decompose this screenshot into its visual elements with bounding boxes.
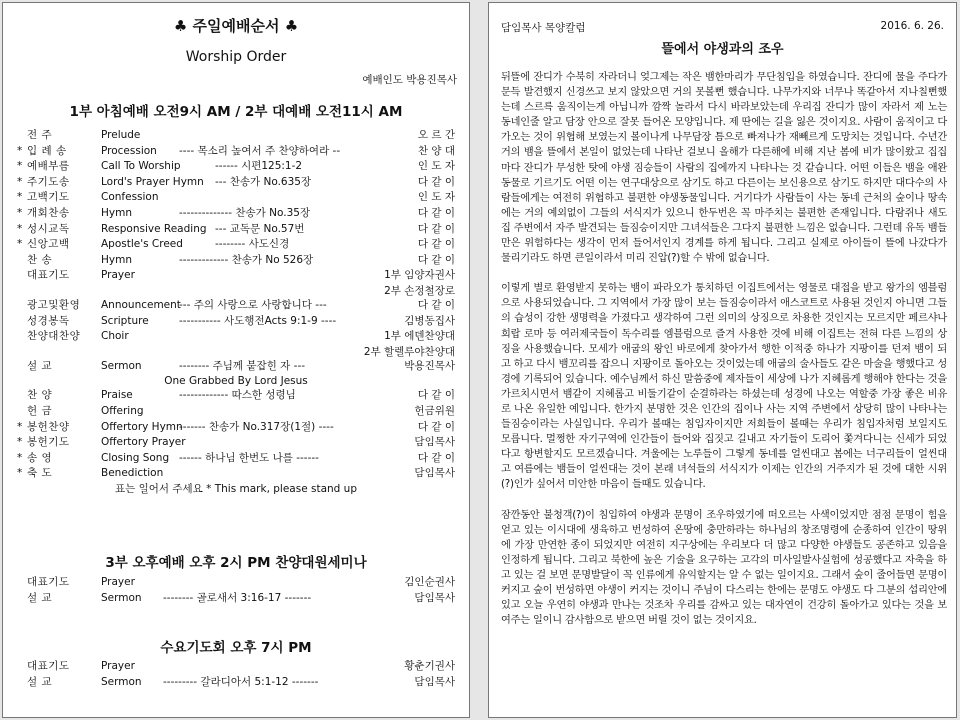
- order-item-korean: 고백기도: [27, 191, 70, 204]
- order-row-continuation: [3, 284, 469, 298]
- order-item-leader: 담임목사: [414, 436, 455, 449]
- stand-up-mark: *: [17, 160, 23, 173]
- order-item-leader: 다 같 이: [417, 253, 455, 266]
- order-item-leader: 다 같 이: [417, 206, 455, 219]
- order-item-leader: 2부 손정철장로: [384, 284, 455, 297]
- order-item-detail: -------- 주님께 붙잡힌 자 ---: [179, 359, 306, 372]
- order-item-korean: 개회찬송: [27, 206, 70, 219]
- order-row: [3, 575, 469, 591]
- order-item-korean: 찬 양: [27, 389, 53, 402]
- stand-up-mark: *: [17, 222, 23, 235]
- order-item-korean: 신앙고백: [27, 238, 70, 251]
- order-row: [3, 359, 469, 375]
- order-item-english: Prelude: [101, 129, 141, 141]
- order-item-korean: 찬 송: [27, 253, 53, 266]
- order-item-leader: 찬 양 대: [417, 144, 455, 157]
- order-item-korean: 헌 금: [27, 404, 53, 417]
- order-item-english: Sermon: [101, 591, 142, 604]
- order-row: [3, 237, 469, 253]
- order-item-korean: 축 도: [27, 467, 53, 480]
- afternoon-order-list: [3, 575, 469, 606]
- wednesday-order-list: [3, 659, 469, 690]
- order-item-english: Praise: [101, 389, 133, 402]
- order-item-korean: 대표기도: [27, 576, 70, 588]
- order-item-korean: 찬양대찬양: [27, 330, 81, 343]
- order-item-leader: 다 같 이: [417, 389, 455, 402]
- order-row: [3, 298, 469, 314]
- order-row: [3, 268, 469, 284]
- order-item-english: Procession: [101, 144, 157, 157]
- order-item-leader: 다 같 이: [417, 298, 455, 311]
- order-item-english: Sermon: [101, 359, 142, 372]
- order-item-detail: ------------- 따스한 성령님: [179, 389, 296, 402]
- order-row: [3, 466, 469, 482]
- order-item-english: Prayer: [101, 660, 135, 672]
- order-item-korean: 광고및환영: [27, 298, 81, 311]
- morning-order-list: [3, 128, 469, 482]
- column-paragraph: 잠깐동안 불청객(?)이 침입하여 야생과 문명이 조우하였기에 떠오르는 사색이었지만 점점 문명이 힘을 얻고 있는 이시대에 생육하고 번성하여 온땅에 충만하라는 하나님의 창조명령에 순종하여 인간이 땅위에 가장 만연한 종이 되었지만 여전히 지구상에는 우리보다 더 많고 다양한 야생들도 공존하고 있음을 인정하게 됩니다. 그리고 북한에 높은 기술을 요구하는 고각의 미사일발사실험에 성공했다고 자축을 하고 있는 걸 보면 문명발달이 꼭 인류에게 유익할지는 알 수 없는 일이지요. 그래서 숲이 줄어들면 문명이 커지고 숲이 번성하면 야생이 커지는 것이니 주님이 다스리는 한에는 문명도 야생도 다 그분의 섭리안에 있고 오늘 우연히 야생과 만나는 것조차 우리를 감싸고 있는 대자연이 건강히 돌아가고 있다는 것을 보여주는 일이니 감사함으로 받으면 버릴 것이 없는 것이지요.: [501, 509, 947, 627]
- order-row: [3, 175, 469, 191]
- order-item-english: Offering: [101, 404, 144, 417]
- worship-order-title: ♣ 주일예배순서 ♣: [173, 17, 299, 35]
- order-item-leader: 인 도 자: [417, 160, 455, 173]
- column-body: [501, 70, 947, 643]
- order-item-korean: 설 교: [27, 359, 53, 372]
- order-item-korean: 봉헌기도: [27, 436, 70, 449]
- order-row: [3, 253, 469, 269]
- column-name: 담임목사 목양칼럼: [501, 22, 586, 34]
- order-item-english: Lord's Prayer Hymn: [101, 175, 204, 188]
- order-item-english: Hymn: [101, 206, 132, 219]
- morning-service-header: 1부 아침예배 오전9시 AM / 2부 대예배 오전11시 AM: [69, 104, 403, 120]
- worship-order-page: [2, 2, 470, 718]
- afternoon-service-header: 3부 오후예배 오후 2시 PM 찬양대원세미나: [105, 555, 367, 571]
- column-date: 2016. 6. 26.: [880, 20, 944, 32]
- order-item-korean: 성시교독: [27, 222, 70, 235]
- order-item-leader: 인 도 자: [417, 191, 455, 204]
- wednesday-service-header: 수요기도회 오후 7시 PM: [160, 640, 312, 656]
- order-item-detail: --------- 갈라디아서 5:1-12 -------: [163, 675, 319, 688]
- order-item-leader: 2부 할렐루야찬양대: [363, 345, 455, 358]
- stand-up-mark: *: [17, 144, 23, 157]
- order-item-korean: 송 영: [27, 451, 53, 464]
- order-item-english: Hymn: [101, 253, 132, 266]
- stand-up-mark: *: [17, 420, 23, 433]
- order-item-detail: ------------- 찬송가 No 526장: [179, 253, 314, 266]
- order-item-english: Announcement: [101, 298, 181, 311]
- order-item-leader: 황춘기권사: [404, 660, 455, 672]
- order-item-english: Confession: [101, 191, 159, 204]
- order-item-english: Benediction: [101, 467, 164, 480]
- order-row: [3, 404, 469, 420]
- order-item-korean: 대표기도: [27, 660, 70, 672]
- order-item-leader: 다 같 이: [417, 420, 455, 433]
- stand-up-mark: *: [17, 175, 23, 188]
- stand-up-mark: *: [17, 436, 23, 449]
- order-row: [3, 388, 469, 404]
- order-row: [3, 128, 469, 144]
- pastor-column-page: [488, 2, 957, 718]
- order-item-detail: ------ 시편125:1-2: [215, 160, 303, 173]
- order-row: [3, 206, 469, 222]
- stand-up-mark: *: [17, 467, 23, 480]
- order-item-leader: 헌금위원: [414, 404, 455, 417]
- order-item-leader: 다 같 이: [417, 238, 455, 251]
- order-item-english: Offertory Prayer: [101, 436, 186, 449]
- stand-up-mark: *: [17, 238, 23, 251]
- order-item-detail: --- 교독문 No.57번: [215, 222, 305, 235]
- order-item-korean: 설 교: [27, 591, 53, 604]
- order-item-detail: -------------- 찬송가 No.35장: [179, 206, 311, 219]
- order-item-leader: 1부 에덴찬양대: [384, 330, 455, 343]
- column-title: 뜰에서 야생과의 조우: [661, 42, 784, 57]
- order-item-korean: 봉헌찬양: [27, 420, 70, 433]
- stand-up-mark: *: [17, 191, 23, 204]
- stand-up-mark: *: [17, 451, 23, 464]
- order-row-continuation: [3, 345, 469, 359]
- order-item-english: Apostle's Creed: [101, 238, 183, 251]
- order-item-korean: 설 교: [27, 675, 53, 688]
- order-item-english: Prayer: [101, 269, 135, 282]
- order-item-leader: 담임목사: [414, 675, 455, 688]
- order-row: [3, 675, 469, 691]
- order-item-detail: -------- 골로새서 3:16-17 -------: [163, 591, 312, 604]
- order-item-detail: --- 주의 사랑으로 사랑합니다 ---: [179, 298, 327, 311]
- order-row: [3, 190, 469, 206]
- order-item-english: Call To Worship: [101, 160, 181, 173]
- order-item-leader: 담임목사: [414, 591, 455, 604]
- order-row: [3, 451, 469, 467]
- order-row: [3, 329, 469, 345]
- column-paragraph: 이렇게 별로 환영받지 못하는 뱀이 파라오가 통치하던 이집트에서는 영물로 대접을 받고 왕가의 엠블럼으로 사용되었습니다. 그 지역에서 가장 많이 보는 들짐승이라서 애스코트로 사용된 것인지 아니면 그들의 습성이 강한 생명력을 가졌다고 생각하여 그런 의미의 상징으로 차용한 것인지는 모르지만 페르샤나 희랍 로마 등 여러제국들이 독수리를 엠블럼으로 즐겨 사용한 것에 비해 이집트는 전혀 다른 느낌의 상징을 사용했습니다. 모세가 애굽의 왕인 바로에게 찾아가서 행한 이적중 하나가 지팡이를 던져 뱀이 되고 하고 다시 뱀꼬리를 잡으니 지팡이로 돌아오는 것이었는데 애굽의 술사들도 같은 마술을 행했다고 성경에 기록되어 있습니다. 예수님께서 하신 말씀중에 제자들이 세상에 나가 지혜롭게 행해야 한다는 것을 가르치시면서 뱀같이 지혜롭고 비둘기같이 순결하라는 하셨는데 성경에 나오는 역할중 가장 좋은 비유로 나온 유일한 예입니다. 한가지 분명한 것은 인간의 집이나 사는 지역 주변에서 상당히 많이 나타나는 들짐승이라는 사실입니다. 우리가 볼때는 침입자이지만 저희들이 볼때는 우리가 침입자처럼 보일지도 모릅니다. 멀쩡한 자기구역에 인간들이 들어와 집짓고 길내고 자기들이 도리어 쫓겨다니는 신세가 되었다고 항변할지도 모르겠습니다. 겨울에는 노루들이 그렇게 동네를 얼씬대고 봄에는 너구리들이 얼씬대고 여름에는 뱀들이 얼씬대는 것이 본래 녀석들의 서식지가 이제는 인간의 거주지가 된 것에 대한 시위(?)인가 싶어서 미안한 마음이 들때도 있습니다.: [501, 283, 947, 491]
- order-item-leader: 김인순권사: [404, 576, 455, 588]
- order-row-continuation: [3, 374, 469, 388]
- order-item-korean: 성경봉독: [27, 314, 70, 327]
- order-item-leader: 담임목사: [414, 467, 455, 480]
- order-item-detail: ------- 찬송가 No.317장(1절) ----: [179, 420, 334, 433]
- order-item-leader: 오 르 간: [417, 129, 455, 141]
- order-row: [3, 420, 469, 436]
- order-item-leader: 다 같 이: [417, 222, 455, 235]
- order-item-korean: 주기도송: [27, 175, 70, 188]
- worship-leader-line: 예배인도 박용진목사: [362, 74, 457, 86]
- order-item-detail: ----------- 사도행전Acts 9:1-9 ----: [179, 314, 337, 327]
- column-paragraph: 뒤뜰에 잔디가 수북히 자라더니 엊그제는 작은 뱀한마리가 무단침입을 하였습니다. 잔디에 물을 주다가 문득 발견했지 신경쓰고 보지 않았으면 거의 못볼뻔 했습니다. 나무가지와 너무나 똑같아서 지나칠뻔했는데 스르륵 움직이는게 아닙니까 깜짝 놀라서 다시 바라보았는데 우리집 잔디가 많이 자라서 제 노는 동네인줄 알고 담장 안으로 잘못 들어온 모양입니다. 제 딴에는 길을 잃은 것이지요. 사람이 움직이고 다가오는 것이 위협해 보였는지 볼이나게 나무담장 틈으로 빠져나가 재빼르게 도망치는 것입니다. 수년간 거의 뱀을 뜰에서 본일이 없었는데 나타난 걸보니 올해가 다른해에 비해 지난 봄에 비가 많이왔고 집집마다 잔디가 무성한 탓에 야생 짐승들이 사람의 집에까지 나타나는 것 같습니다. 어떤 이들은 뱀을 애완동물로 기르기도 어떤 이는 연구대상으로 삼기도 하고 다른이는 보신용으로 삼기도 하지만 대다수의 사람들에게는 여전히 위협하고 불편한 야생동물입니다. 거기다가 사람들이 사는 동네 근처의 숲이나 땅속에는 거의 예외없이 그들의 서식지가 있으니 한두번은 꼭 마주치는 불편한 존재입니다. 다람쥐나 새도 집 주변에서 자주 발견되는 들짐승이지만 그녀석들은 그다지 불편한 느낌은 없습니다. 그런데 유독 뱀들만은 위험하다는 생각이 먼저 들어서인지 경계를 하게 됩니다. 그리고 실제로 아이들이 뜰에 나갔다가 물리기라도 하면 큰일이라서 미리 진압(?)할 수 밖에 없습니다.: [501, 72, 947, 265]
- order-item-leader: 다 같 이: [417, 451, 455, 464]
- order-item-english: Offertory Hymn: [101, 420, 183, 433]
- order-item-leader: 김병동집사: [404, 314, 455, 327]
- order-item-english: Sermon: [101, 675, 142, 688]
- order-item-detail: -------- 사도신경: [215, 238, 290, 251]
- order-item-korean: 대표기도: [27, 269, 70, 282]
- order-item-korean: 입 례 송: [27, 144, 67, 157]
- order-row: [3, 659, 469, 675]
- worship-order-subtitle: Worship Order: [185, 49, 287, 65]
- order-item-detail: ---- 목소리 높여서 주 찬양하여라 --: [179, 144, 341, 157]
- stand-up-mark: *: [17, 206, 23, 219]
- order-item-leader: 박용진목사: [404, 359, 455, 372]
- order-item-english: Responsive Reading: [101, 222, 207, 235]
- order-row: [3, 435, 469, 451]
- order-row: [3, 159, 469, 175]
- order-row: [3, 144, 469, 160]
- order-item-leader: 1부 임양자권사: [384, 269, 455, 282]
- stand-up-note: 표는 일어서 주세요 * This mark, please stand up: [114, 483, 358, 495]
- order-item-english: Choir: [101, 330, 129, 343]
- order-item-leader: 다 같 이: [417, 175, 455, 188]
- order-item-english: Prayer: [101, 576, 135, 588]
- order-row: [3, 222, 469, 238]
- order-row: [3, 314, 469, 330]
- order-item-detail: --- 찬송가 No.635장: [215, 175, 312, 188]
- order-row: [3, 591, 469, 607]
- order-item-english: Scripture: [101, 314, 149, 327]
- order-item-english: Closing Song: [101, 451, 170, 464]
- order-item-korean: 예배부름: [27, 160, 70, 173]
- order-item-detail: ------ 하나님 한번도 나를 ------: [179, 451, 319, 464]
- sermon-title-english: One Grabbed By Lord Jesus: [164, 375, 308, 388]
- order-item-korean: 전 주: [27, 129, 53, 141]
